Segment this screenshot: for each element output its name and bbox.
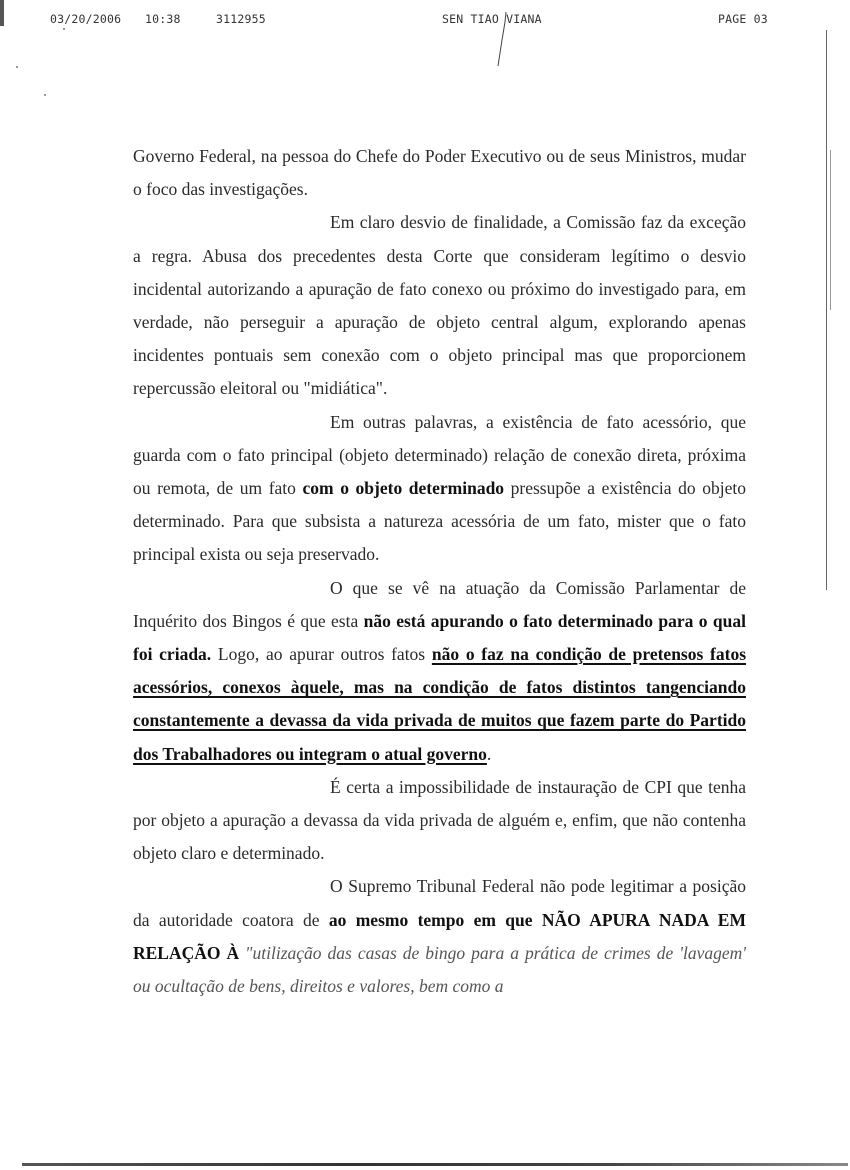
fax-number: 3112955 [216,12,266,26]
text-segment-underline: não o faz na condição de pretensos fatos acessórios, conexos àquele, mas na condição de fatos distintos tangenciando constantemente a devassa da vida privada de muitos que fazem parte do Partido dos Trabalhadores ou integram o atual governo [133,644,746,764]
text-segment-normal: pressupõe a existência do objeto determinado. Para que subsista a natureza acessória de um fato, mister que o fato principal exista ou seja preservado. [133,478,746,565]
fax-time: 10:38 [145,12,181,26]
document-body [133,140,746,1003]
scan-speck [16,66,18,68]
text-segment-normal: Logo, ao apurar outros fatos [211,644,432,665]
scan-margin-line [826,30,827,590]
text-segment-italic: "utilização das casas de bingo para a prática de crimes de 'lavagem' ou ocultação de bens, direitos e valores, bem como a [133,942,746,997]
scan-margin-line-secondary [830,150,831,310]
paragraph [133,140,746,206]
text-segment-normal: Em outras palavras, a existência de fato acessório, que guarda com o fato principal (objeto determinado) relação de conexão direta, próxima ou remota, de um fato [133,411,746,499]
pen-stroke-mark [478,10,518,70]
text-segment-bold: com o objeto determinado [302,478,505,499]
fax-sender: SEN TIAO VIANA [442,12,542,26]
text-segment-bold: não está apurando o fato determinado para o qual foi criada. [133,610,746,665]
text-segment-normal: O que se vê na atuação da Comissão Parlamentar de Inquérito dos Bingos é que esta [133,577,746,631]
fax-header [0,12,850,30]
paragraph [133,572,746,771]
scan-bottom-edge [22,1163,848,1166]
scan-speck [44,94,46,96]
text-segment-bold: ao mesmo tempo em que NÃO APURA NADA EM RELAÇÃO À [133,909,746,963]
paragraph [133,771,746,871]
fax-page-number: PAGE 03 [718,12,768,26]
text-segment-normal: Em claro desvio de finalidade, a Comissão faz da exceção a regra. Abusa dos precedentes desta Corte que consideram legítimo o desvio incidental autorizando a apuração de fato conexo ou próximo do investigado para, em verdade, não perseguir a apuração de objeto central algum, explorando apenas incidentes pontuais sem conexão com o objeto principal mas que proporcionem repercussão eleitoral ou "midiática". [133,212,746,399]
paragraph [133,406,746,572]
text-segment-normal: É certa a impossibilidade de instauração de CPI que tenha por objeto a apuração a devassa da vida privada de alguém e, enfim, que não contenha objeto claro e determinado. [133,776,746,864]
fax-date: 03/20/2006 [50,12,122,26]
text-segment-normal: O Supremo Tribunal Federal não pode legitimar a posição da autoridade coatora de [133,876,746,930]
text-segment-normal: . [486,743,492,764]
paragraph [133,870,746,1003]
paragraph [133,206,746,405]
text-segment-normal: Governo Federal, na pessoa do Chefe do Poder Executivo ou de seus Ministros, mudar o foco das investigações. [133,146,746,200]
scan-speck [63,28,65,30]
